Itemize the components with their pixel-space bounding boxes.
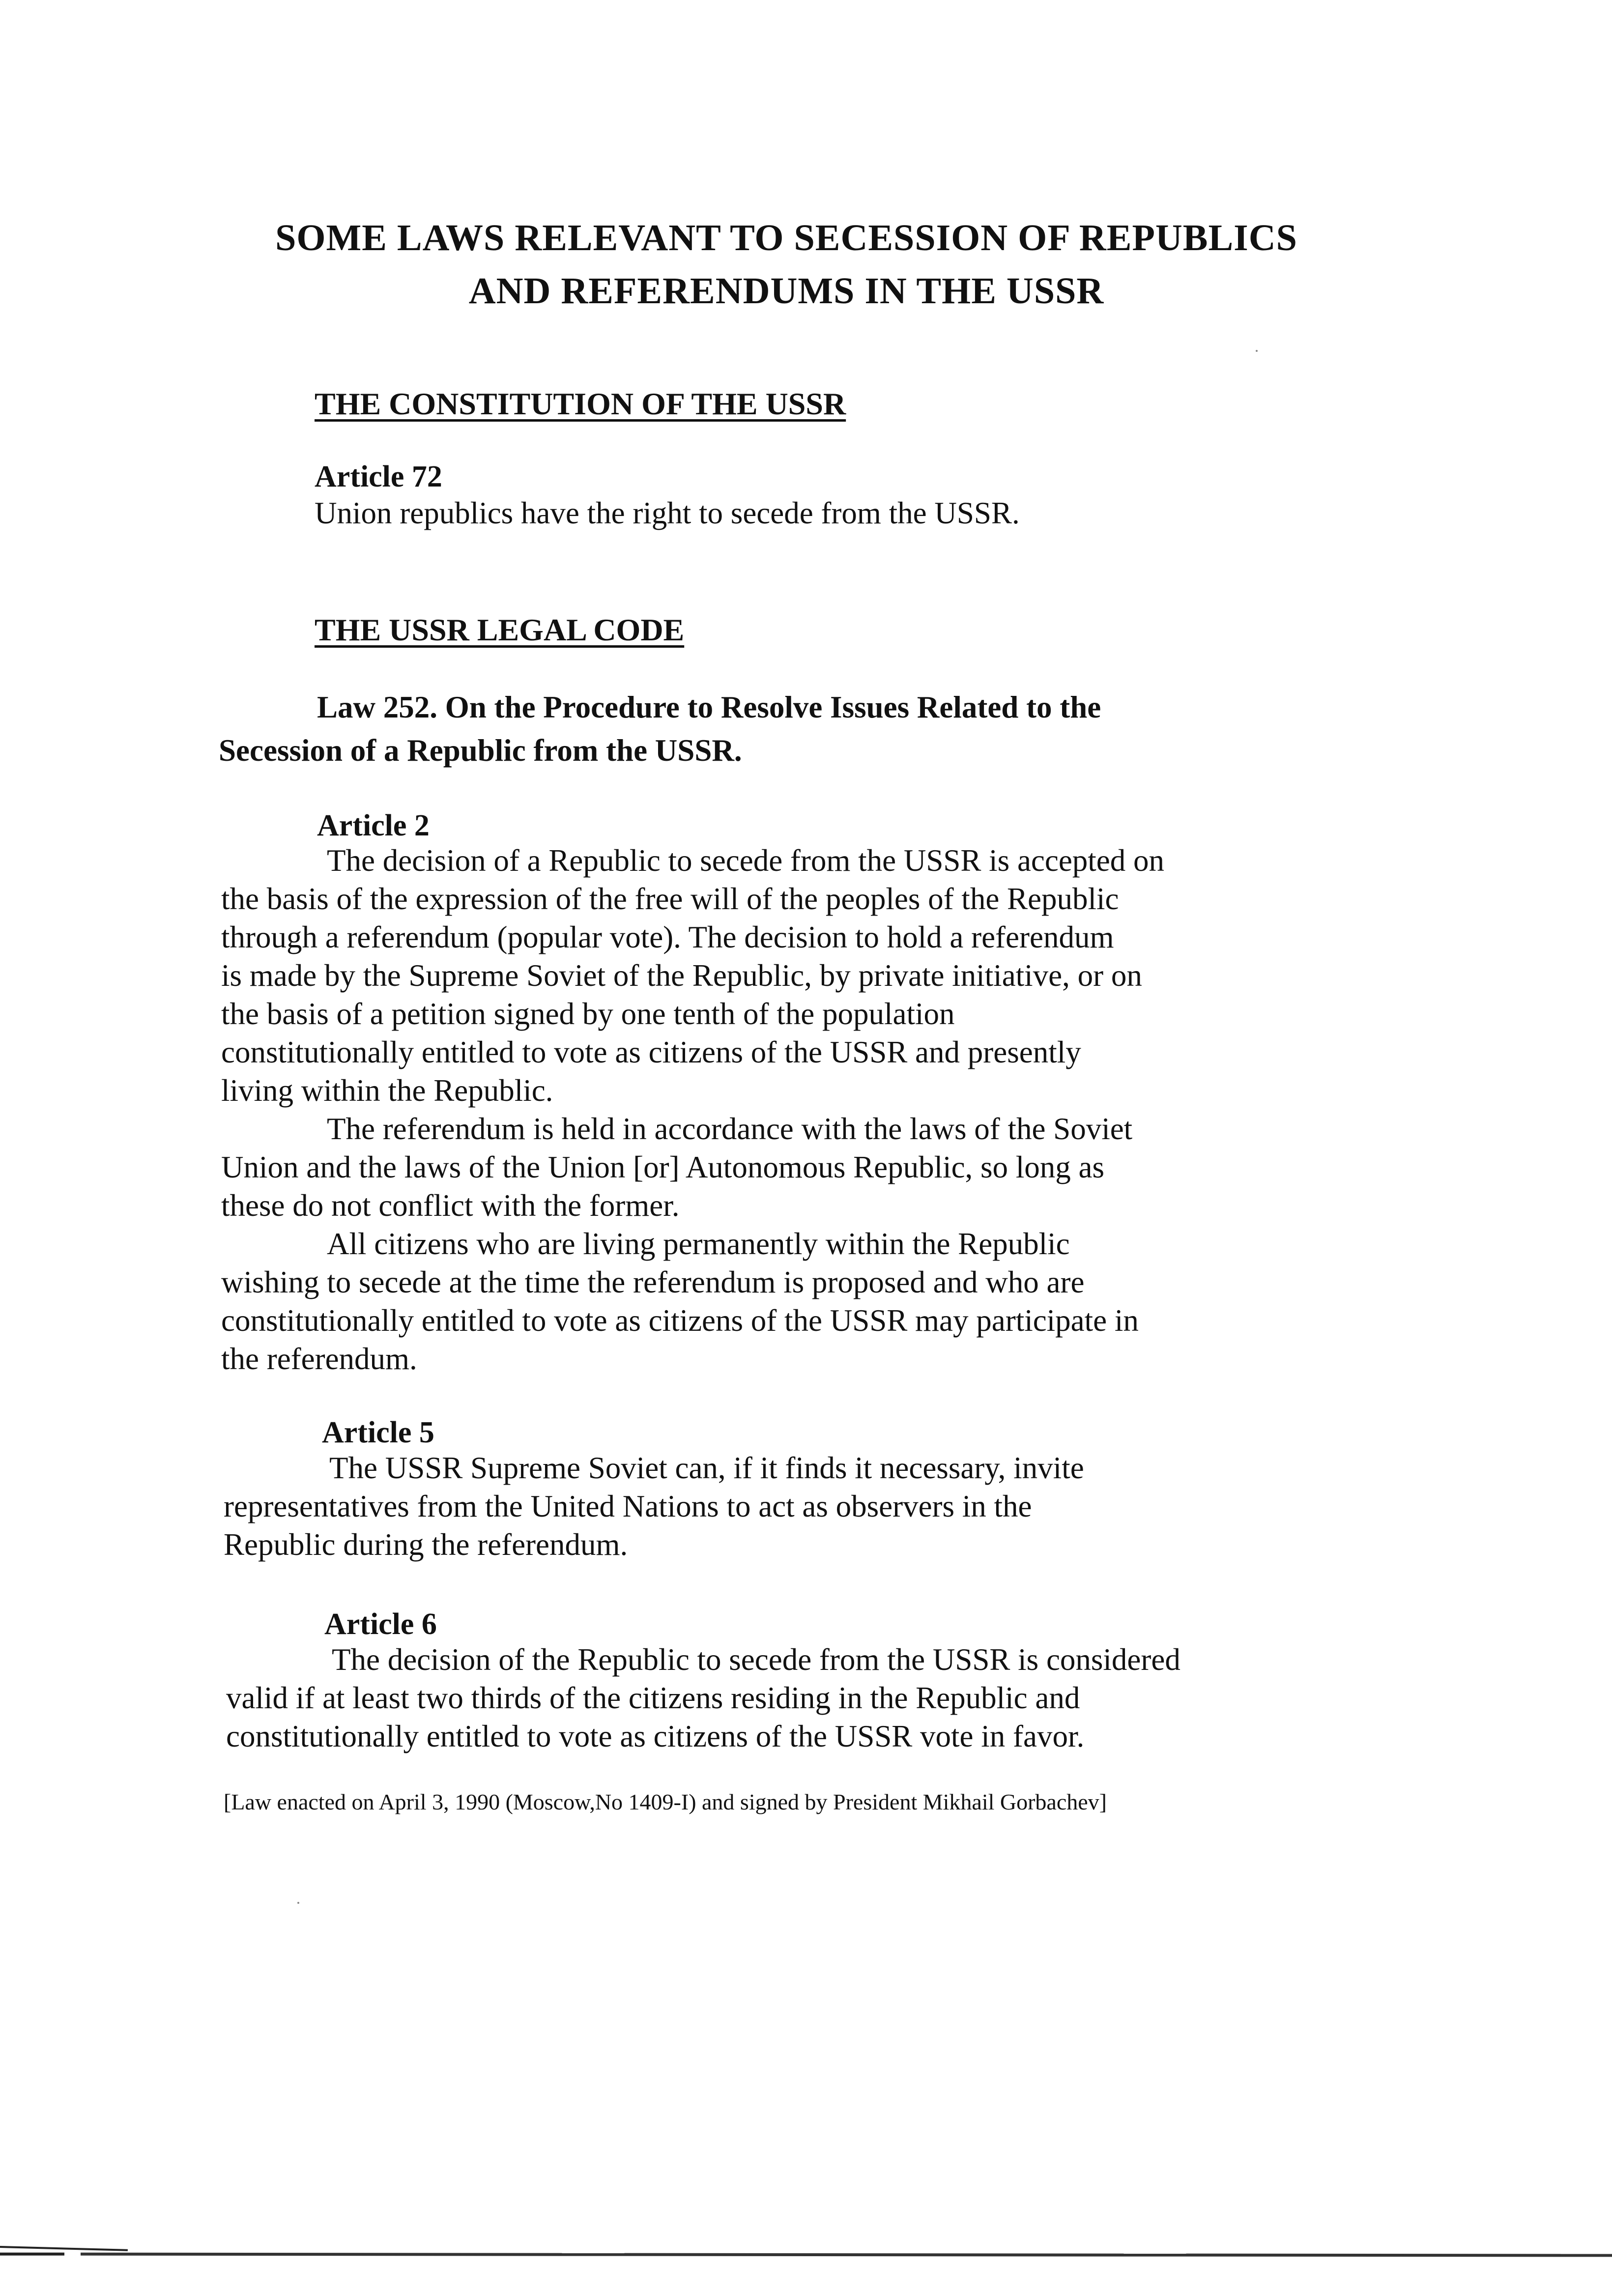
article-2-paragraph-2 bbox=[221, 1110, 1164, 1225]
paragraph-line: the basis of the expression of the free will of the peoples of the Republic bbox=[221, 882, 1119, 916]
enactment-footnote: [Law enacted on April 3, 1990 (Moscow,No 1409-I) and signed by President Mikhail Gorbachev] bbox=[224, 1789, 1107, 1814]
paragraph-line: The decision of a Republic to secede from the USSR is accepted on bbox=[327, 843, 1165, 878]
paragraph-line: constitutionally entitled to vote as citizens of the USSR vote in favor. bbox=[226, 1719, 1085, 1753]
scan-speck bbox=[1256, 350, 1258, 352]
paragraph-line: The referendum is held in accordance with the laws of the Soviet bbox=[327, 1112, 1133, 1146]
paragraph-line: constitutionally entitled to vote as citizens of the USSR may participate in bbox=[221, 1303, 1139, 1338]
paragraph-line: The decision of the Republic to secede from the USSR is considered bbox=[332, 1642, 1180, 1677]
article-5-body bbox=[224, 1449, 1084, 1564]
paragraph-line: The USSR Supreme Soviet can, if it finds it necessary, invite bbox=[329, 1451, 1084, 1485]
section-heading-constitution: THE CONSTITUTION OF THE USSR bbox=[315, 386, 846, 421]
paragraph-line: is made by the Supreme Soviet of the Republic, by private initiative, or on bbox=[221, 958, 1142, 993]
scan-edge-line bbox=[0, 2246, 128, 2251]
paragraph-line: Republic during the referendum. bbox=[224, 1527, 628, 1562]
article-2-body bbox=[221, 841, 1164, 1378]
paragraph-line: representatives from the United Nations to act as observers in the bbox=[224, 1489, 1032, 1523]
scan-speck bbox=[297, 1902, 299, 1904]
title-line-1: SOME LAWS RELEVANT TO SECESSION OF REPUBLICS bbox=[275, 217, 1297, 258]
article-6-paragraph-1 bbox=[226, 1640, 1180, 1755]
paragraph-line: All citizens who are living permanently within the Republic bbox=[327, 1227, 1070, 1261]
article-72-heading: Article 72 bbox=[315, 460, 442, 493]
paragraph-line: the referendum. bbox=[221, 1342, 417, 1376]
law-title-line-1: Law 252. On the Procedure to Resolve Issues Related to the bbox=[317, 690, 1101, 724]
paragraph-line: these do not conflict with the former. bbox=[221, 1188, 680, 1223]
section-heading-legal-code: THE USSR LEGAL CODE bbox=[315, 612, 685, 647]
article-2-heading: Article 2 bbox=[317, 809, 430, 842]
title-line-2: AND REFERENDUMS IN THE USSR bbox=[468, 270, 1104, 312]
document-title bbox=[197, 211, 1376, 317]
article-5-heading: Article 5 bbox=[322, 1416, 434, 1449]
article-2-paragraph-1 bbox=[221, 841, 1164, 1110]
law-252-title bbox=[219, 686, 1101, 772]
law-title-line-2: Secession of a Republic from the USSR. bbox=[219, 733, 742, 768]
paragraph-line: living within the Republic. bbox=[221, 1073, 553, 1108]
paragraph-line: Union and the laws of the Union [or] Autonomous Republic, so long as bbox=[221, 1150, 1105, 1184]
paragraph-line: through a referendum (popular vote). The decision to hold a referendum bbox=[221, 920, 1114, 954]
article-6-heading: Article 6 bbox=[324, 1607, 437, 1641]
article-72-text: Union republics have the right to secede from the USSR. bbox=[315, 496, 1020, 530]
paragraph-line: constitutionally entitled to vote as citizens of the USSR and presently bbox=[221, 1035, 1081, 1069]
paragraph-line: the basis of a petition signed by one tenth of the population bbox=[221, 997, 955, 1031]
article-5-paragraph-1 bbox=[224, 1449, 1084, 1564]
article-6-body bbox=[226, 1640, 1180, 1755]
scan-bottom-line bbox=[0, 2253, 1612, 2257]
paragraph-line: wishing to secede at the time the referendum is proposed and who are bbox=[221, 1265, 1085, 1299]
article-2-paragraph-3 bbox=[221, 1225, 1164, 1378]
paragraph-line: valid if at least two thirds of the citizens residing in the Republic and bbox=[226, 1681, 1080, 1715]
